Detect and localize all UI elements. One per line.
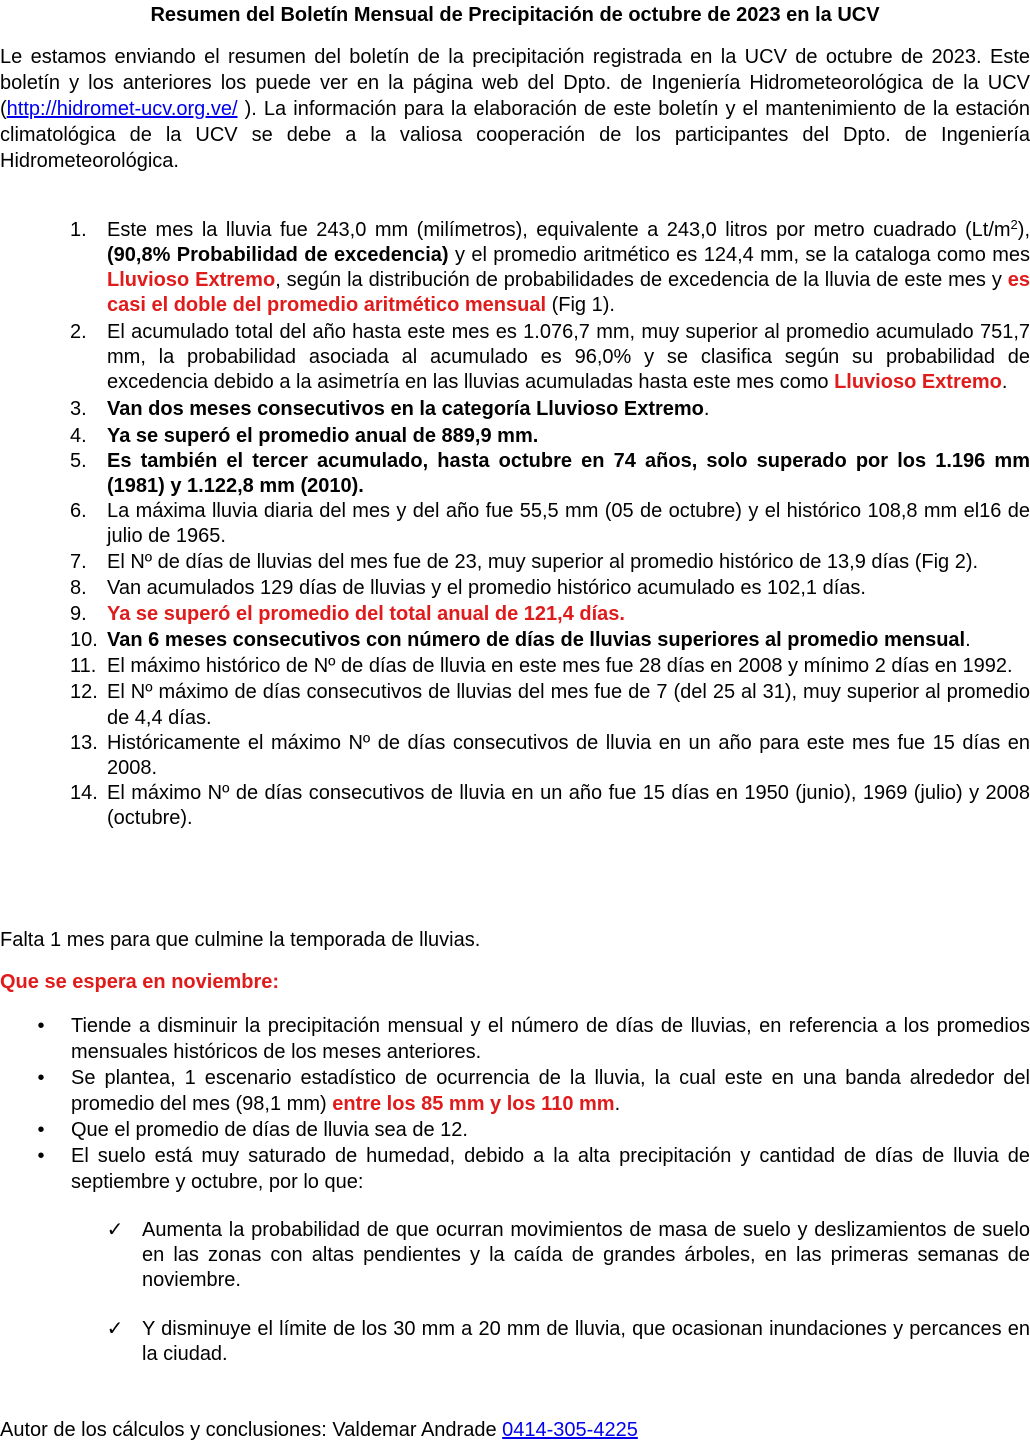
website-link[interactable]: http://hidromet-ucv.org.ve/ — [6, 98, 238, 120]
findings-list — [0, 218, 1030, 831]
bullet-icon: • — [37, 1119, 45, 1141]
list-item: 11. El máximo histórico de Nº de días de lluvia en este mes fue 28 días en 2008 y mínimo 2 días en 1992. — [70, 655, 1013, 677]
bullet-icon: • — [37, 1015, 45, 1037]
list-item: 14. El máximo Nº de días consecutivos de lluvia en un año fue 15 días en 1950 (junio), 1969 (julio) y 2008 (octubre). — [70, 782, 1030, 829]
intro-text-2: ). La información para la elaboración de este boletín y el mantenimiento de la estación climatológica de la UCV se debe a la valiosa cooperación de los participantes del Dpto. de Ingeniería Hidrometeorológica. — [0, 98, 1030, 172]
item-number: 13. — [70, 732, 98, 754]
list-item: 13. Históricamente el máximo Nº de días consecutivos de lluvia en un año para este mes fue 15 días en 2008. — [70, 732, 1030, 779]
list-item: 4. Ya se superó el promedio anual de 889,9 mm. — [70, 425, 539, 447]
item-number: 3. — [70, 398, 87, 420]
check-item: ✓ Y disminuye el límite de los 30 mm a 20 mm de lluvia, que ocasionan inundaciones y percances en la ciudad. — [0, 1317, 1030, 1367]
bullet-item: • Tiende a disminuir la precipitación mensual y el número de días de lluvias, en referencia a los promedios mensuales históricos de los meses anteriores. — [0, 1013, 1030, 1065]
check-item: ✓ Aumenta la probabilidad de que ocurran movimientos de masa de suelo y deslizamientos de suelo en las zonas con altas pendientes y la caída de grandes árboles, en las primeras semanas de noviembre. — [0, 1218, 1030, 1293]
highlight-red: es casi el doble del promedio aritmético mensual — [107, 269, 1030, 316]
list-item: 12. El Nº máximo de días consecutivos de lluvias del mes fue de 7 (del 25 al 31), muy superior al promedio de 4,4 días. — [70, 681, 1030, 729]
list-item: 1. Este mes la lluvia fue 243,0 mm (milímetros), equivalente a 243,0 litros por metro cuadrado $(Lt/m^2)$, (90,8% Probabilidad de excedencia) y el promedio aritmético es 124,4 mm, se la cataloga como mes Lluvioso Extremo, según la distribución de probabilidades de excedencia de la lluvia de este mes y es casi el doble del promedio aritmético mensual (Fig 1). — [70, 217, 1030, 316]
list-item: 10. Van 6 meses consecutivos con número de días de lluvias superiores al promedio mensual. — [70, 629, 971, 651]
item-number: 9. — [70, 603, 87, 625]
checkmark-icon: ✓ — [106, 1318, 124, 1340]
list-item: 8. Van acumulados 129 días de lluvias y el promedio histórico acumulado es 102,1 días. — [70, 577, 866, 599]
bullet-icon: • — [37, 1145, 45, 1167]
checkmark-icon: ✓ — [106, 1219, 124, 1241]
consequence-list-1 — [0, 1218, 1030, 1293]
item-number: 12. — [70, 681, 98, 703]
item-number: 11. — [70, 655, 97, 677]
highlight-red: Lluvioso Extremo — [107, 269, 276, 291]
bullet-item: • Que el promedio de días de lluvia sea de 12. — [0, 1117, 1030, 1143]
intro-paragraph — [0, 44, 1030, 174]
document-title: Resumen del Boletín Mensual de Precipitación de octubre de 2023 en la UCV — [150, 4, 880, 26]
highlight-red: Lluvioso Extremo — [834, 371, 1002, 393]
november-bullets — [0, 1013, 1030, 1195]
highlight-red: entre los 85 mm y los 110 mm — [332, 1093, 615, 1115]
intro-text-1: Le estamos enviando el resumen del boletín de la precipitación registrada en la UCV de octubre de 2023. Este boletín y los anteriores los puede ver en la página web del Dpto. de Ingeniería Hidrometeorológica de la UCV ( — [0, 46, 1030, 120]
list-item: 2. El acumulado total del año hasta este mes es 1.076,7 mm, muy superior al promedio acumulado 751,7 mm, la probabilidad asociada al acumulado es 96,0% y se clasifica según su probabilidad de excedencia debido a la asimetría en las lluvias acumuladas hasta este mes como Lluvioso Extremo. — [70, 321, 1030, 393]
item-number: 2. — [70, 321, 87, 343]
list-item: 6. La máxima lluvia diaria del mes y del año fue 55,5 mm (05 de octubre) y el histórico 108,8 mm el16 de julio de 1965. — [70, 500, 1030, 547]
season-remaining-text: Falta 1 mes para que culmine la temporada de lluvias. — [0, 929, 481, 951]
list-item: 3. Van dos meses consecutivos en la categoría Lluvioso Extremo. — [70, 398, 710, 420]
item-number: 7. — [70, 551, 87, 573]
item-number: 4. — [70, 425, 87, 447]
item-number: 5. — [70, 450, 87, 472]
author-label: Autor de los cálculos y conclusiones: Valdemar Andrade — [0, 1419, 503, 1441]
list-item: 5. Es también el tercer acumulado, hasta octubre en 74 años, solo superado por los 1.196 mm (1981) y 1.122,8 mm (2010). — [70, 450, 1030, 497]
author-footer — [0, 1417, 638, 1443]
highlight-red: Ya se superó el promedio del total anual de 121,4 días. — [107, 603, 625, 625]
item-number: 14. — [70, 782, 98, 804]
item-number: 10. — [70, 629, 98, 651]
list-item: 7. El Nº de días de lluvias del mes fue de 23, muy superior al promedio histórico de 13,9 días (Fig 2). — [70, 551, 979, 573]
phone-link[interactable]: 0414-305-4225 — [502, 1419, 638, 1441]
item-number: 6. — [70, 500, 87, 522]
bullet-item: • El suelo está muy saturado de humedad, debido a la alta precipitación y cantidad de días de lluvia de septiembre y octubre, por lo que: — [0, 1143, 1030, 1195]
bullet-icon: • — [37, 1067, 45, 1089]
consequence-list-2 — [0, 1317, 1030, 1367]
item-number: 8. — [70, 577, 87, 599]
november-heading: Que se espera en noviembre: — [0, 971, 280, 993]
item-number: 1. — [70, 219, 87, 241]
list-item — [0, 601, 1030, 627]
bullet-item: • Se plantea, 1 escenario estadístico de ocurrencia de la lluvia, la cual este en una banda alrededor del promedio del mes (98,1 mm) entre los 85 mm y los 110 mm. — [0, 1065, 1030, 1117]
